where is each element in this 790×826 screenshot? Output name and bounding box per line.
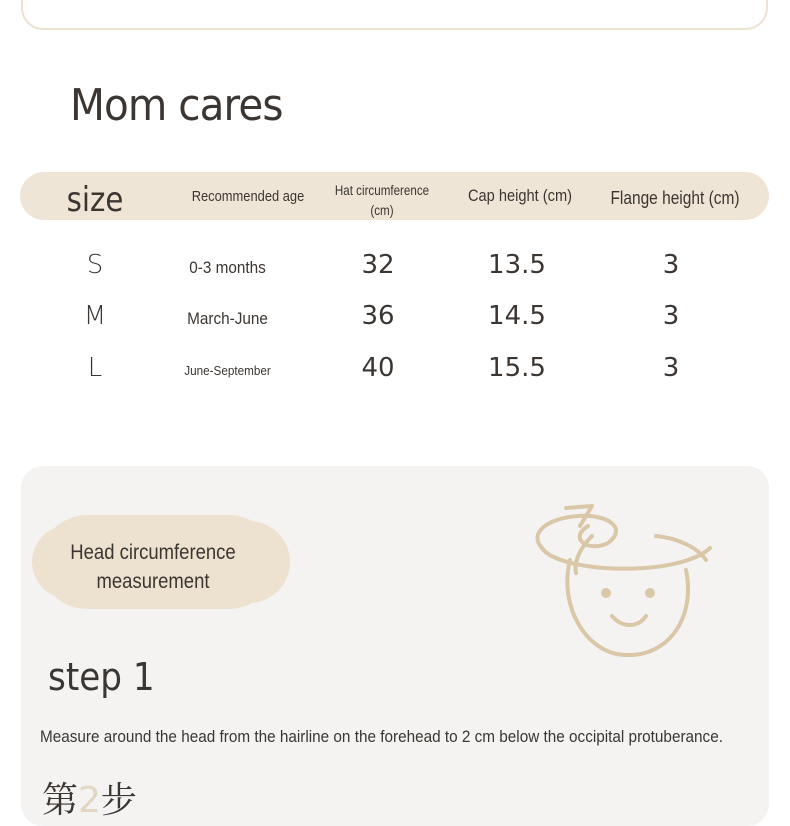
cell-size: S — [86, 250, 104, 280]
table-row — [20, 301, 769, 341]
header-flange-height: Flange height (cm) — [610, 188, 740, 208]
top-card — [21, 0, 768, 30]
cell-size: L — [87, 353, 103, 383]
cell-age: June-September — [184, 363, 271, 378]
step-1-label: step 1 — [48, 655, 155, 699]
cell-size: M — [83, 301, 107, 331]
cell-cap-height: 13.5 — [488, 250, 546, 280]
step-1-description: Measure around the head from the hairline on the forehead to 2 cm below the occipital protuberance. — [40, 727, 723, 746]
measurement-title: Head circumference measurement — [70, 541, 236, 593]
cell-circumference: 36 — [361, 301, 395, 331]
header-size: size — [66, 180, 124, 220]
cell-cap-height: 15.5 — [488, 353, 546, 383]
header-age: Recommended age — [191, 188, 305, 205]
table-row — [20, 250, 769, 290]
cell-age: 0-3 months — [189, 258, 266, 277]
cell-flange-height: 3 — [662, 353, 680, 383]
header-circumference: Hat circumference (cm) — [334, 183, 430, 218]
step-2-label — [42, 772, 137, 823]
header-cap-height: Cap height (cm) — [467, 186, 573, 205]
brand-title: Mom cares — [70, 80, 283, 131]
step-2-prefix: 第 — [42, 780, 79, 821]
cell-circumference: 32 — [361, 250, 395, 280]
table-row — [20, 353, 769, 393]
cell-cap-height: 14.5 — [488, 301, 546, 331]
cell-flange-height: 3 — [662, 250, 680, 280]
cell-circumference: 40 — [361, 353, 395, 383]
baby-head-measure-icon — [528, 498, 718, 663]
step-2-suffix: 步 — [100, 780, 137, 821]
size-table-header — [20, 172, 769, 220]
step-2-number: 2 — [78, 780, 101, 821]
cell-age: March-June — [187, 309, 268, 328]
cell-flange-height: 3 — [662, 301, 680, 331]
